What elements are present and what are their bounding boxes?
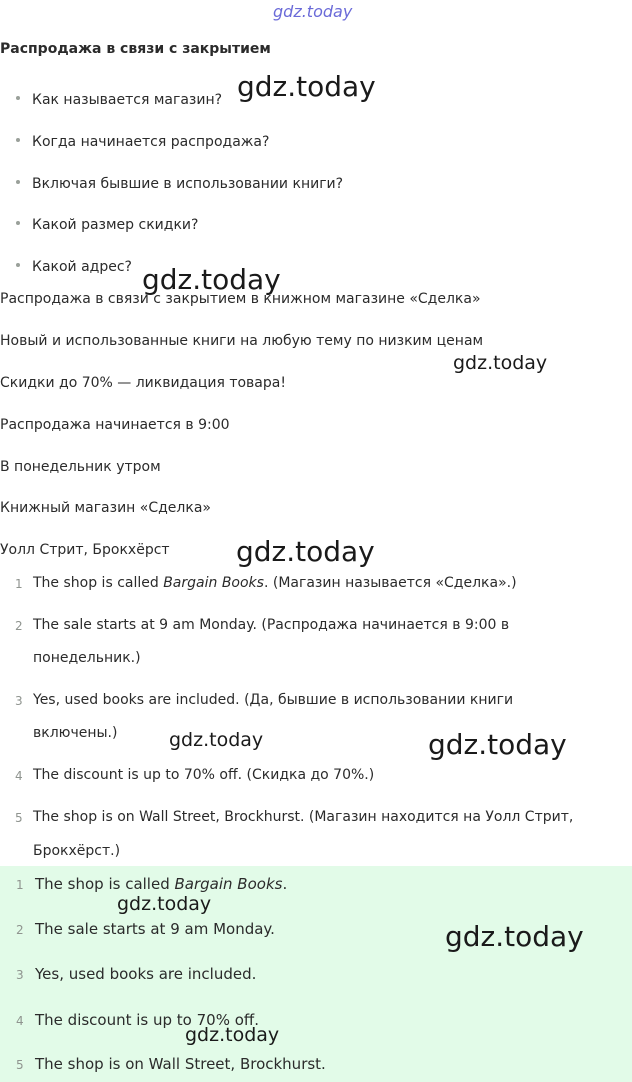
answer-number: 5 [16,1058,24,1072]
question-text: Когда начинается распродажа? [32,134,270,150]
answer-text: The shop is on Wall Street, Brockhurst. [35,1055,326,1073]
ad-line: Уолл Стрит, Брокхёрст [0,542,170,558]
answer-number: 2 [15,619,23,633]
answer-text: The discount is up to 70% off. (Скидка до 70%.) [33,767,375,783]
answer-text: The sale starts at 9 am Monday. [35,920,275,938]
answer-text-continuation: включены.) [33,725,118,741]
answer-text-continuation: Брокхёрст.) [33,843,121,859]
question-text: Какой размер скидки? [32,217,199,233]
question-item [16,92,222,108]
watermark: gdz.today [142,263,281,296]
section-title: Распродажа в связи с закрытием [0,41,271,57]
answer-text: Yes, used books are included. (Да, бывшие в использовании книги [33,692,514,708]
bullet-icon [16,138,20,142]
watermark-top: gdz.today [273,2,353,21]
answer-text: The shop is called Bargain Books. [35,875,288,893]
book-title: Bargain Books [174,875,283,893]
answer-number: 4 [15,769,23,783]
watermark: gdz.today [169,729,264,751]
ad-line: В понедельник утром [0,459,161,475]
bullet-icon [16,96,20,100]
question-text: Включая бывшие в использовании книги? [32,176,344,192]
answer-text: The sale starts at 9 am Monday. (Распродажа начинается в 9:00 в [33,617,510,633]
ad-line: Скидки до 70% — ликвидация товара! [0,375,286,391]
answer-text: The shop is called Bargain Books. (Магазин называется «Сделка».) [33,575,517,591]
watermark: gdz.today [185,1024,280,1046]
question-item [16,176,343,192]
answer-text-continuation: понедельник.) [33,650,141,666]
bullet-icon [16,180,20,184]
answer-number: 2 [16,923,24,937]
watermark: gdz.today [445,920,584,953]
answer-box [0,866,632,1082]
watermark: gdz.today [428,728,567,761]
ad-line: Распродажа начинается в 9:00 [0,417,230,433]
ad-line: Распродажа в связи с закрытием в книжном магазине «Сделка» [0,291,481,307]
ad-line: Новый и использованные книги на любую тему по низким ценам [0,333,484,349]
bullet-icon [16,263,20,267]
question-item [16,134,269,150]
watermark: gdz.today [453,352,548,374]
answer-text: The discount is up to 70% off. [35,1011,260,1029]
answer-text: The shop is on Wall Street, Brockhurst. (Магазин находится на Уолл Стрит, [33,809,574,825]
answer-number: 3 [15,694,23,708]
watermark: gdz.today [236,535,375,568]
book-title: Bargain Books [163,575,264,591]
question-text: Как называется магазин? [32,92,223,108]
watermark: gdz.today [237,70,376,103]
answer-text: Yes, used books are included. [35,965,257,983]
bullet-icon [16,221,20,225]
answer-number: 4 [16,1014,24,1028]
answer-number: 3 [16,968,24,982]
answer-number: 1 [15,577,23,591]
answer-number: 1 [16,878,24,892]
question-item [16,217,198,233]
watermark: gdz.today [117,893,212,915]
question-text: Какой адрес? [32,259,132,275]
answer-number: 5 [15,811,23,825]
question-item [16,259,132,275]
ad-line: Книжный магазин «Сделка» [0,500,211,516]
